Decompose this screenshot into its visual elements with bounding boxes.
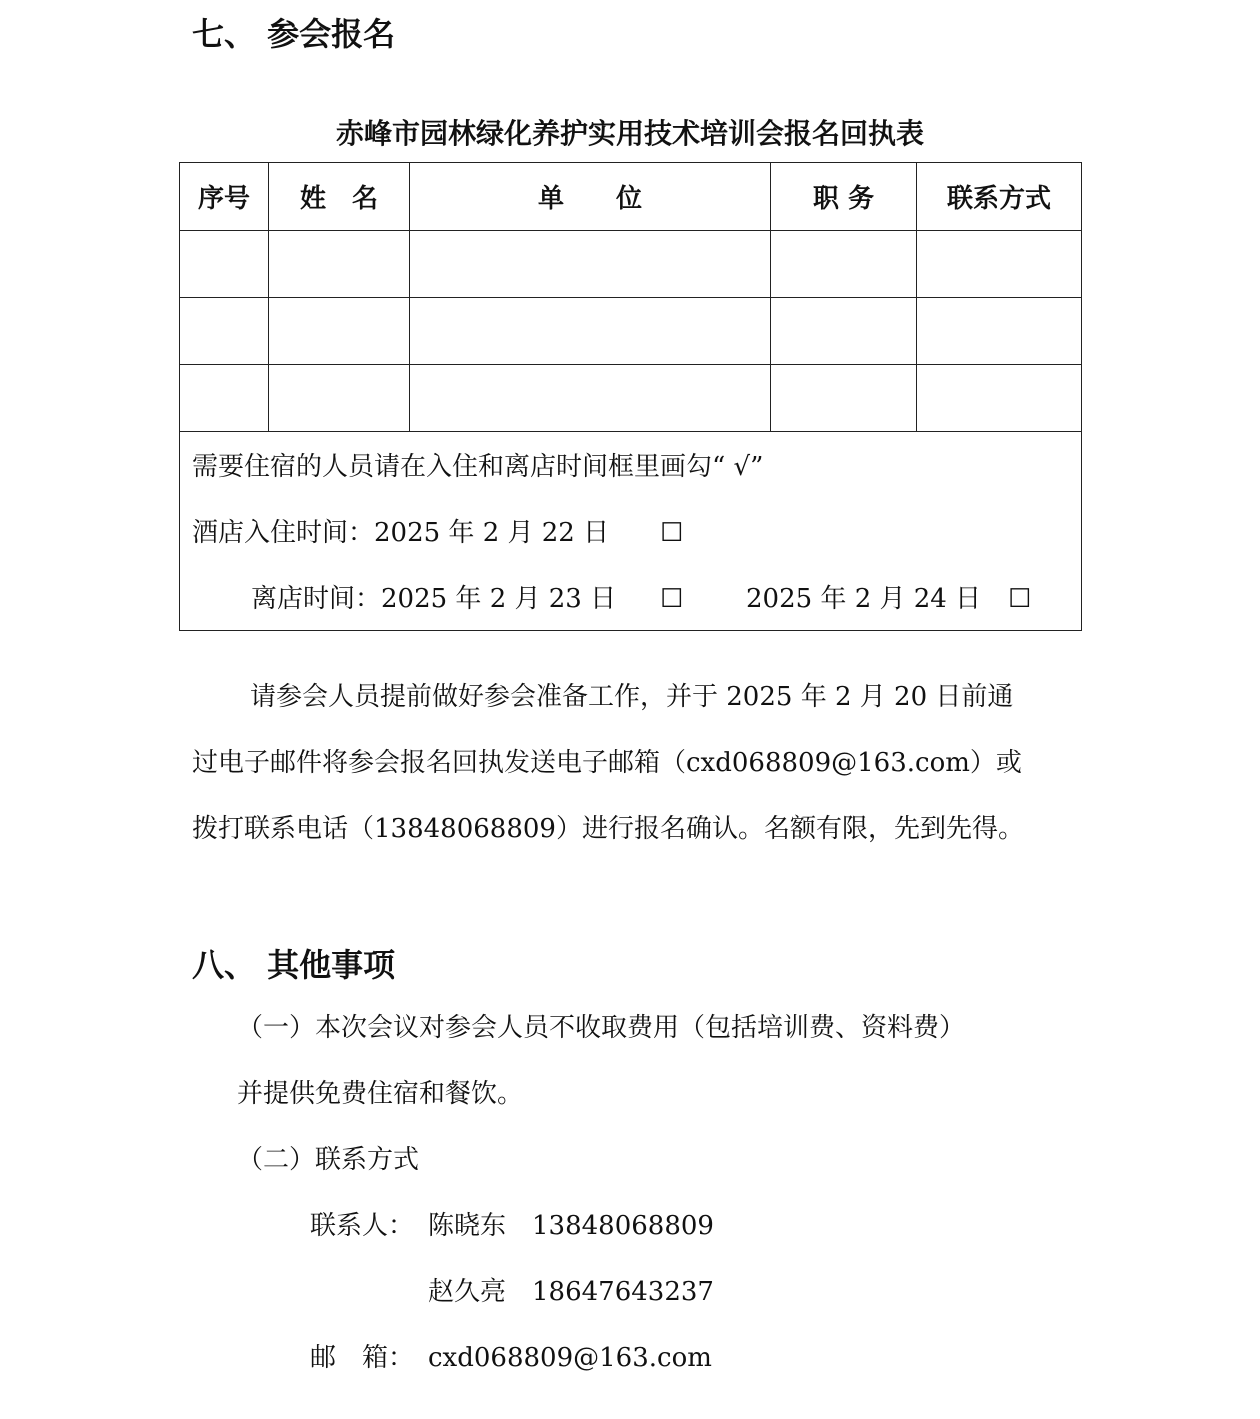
registration-table [179, 162, 1082, 631]
checkout-option-2-label: 2025 年 2 月 24 日 [746, 584, 982, 614]
table-cell[interactable] [917, 298, 1082, 365]
table-cell[interactable] [269, 231, 410, 298]
section-heading-8: 八、 其他事项 [192, 946, 396, 984]
table-cell[interactable] [917, 231, 1082, 298]
table-cell[interactable] [771, 231, 917, 298]
section-heading-7: 七、 参会报名 [192, 15, 396, 53]
column-header-index: 序号 [180, 163, 269, 231]
table-cell[interactable] [410, 365, 771, 432]
item2-title: （二）联系方式 [237, 1145, 420, 1175]
table-title: 赤峰市园林绿化养护实用技术培训会报名回执表 [335, 117, 924, 150]
contact-name-2: 赵久亮 [428, 1277, 507, 1307]
column-header-unit: 单 位 [410, 163, 771, 231]
notice-line-2: 过电子邮件将参会报名回执发送电子邮箱（cxd068809@163.com）或 [192, 748, 1022, 778]
table-cell[interactable] [771, 365, 917, 432]
table-cell[interactable] [917, 365, 1082, 432]
checkin-checkbox[interactable]: ☐ [660, 518, 684, 548]
contact-phone-1: 13848068809 [532, 1211, 714, 1241]
checkout-checkbox-1[interactable]: ☐ [660, 584, 684, 614]
table-row [180, 298, 1082, 365]
notice-line-1: 请参会人员提前做好参会准备工作，并于 2025 年 2 月 20 日前通 [250, 682, 1014, 712]
column-header-name: 姓 名 [269, 163, 410, 231]
email-label: 邮 箱： [310, 1343, 415, 1373]
contact-name-1: 陈晓东 [428, 1211, 507, 1241]
table-cell[interactable] [410, 231, 771, 298]
lodging-instruction: 需要住宿的人员请在入住和离店时间框里画勾“ √” [192, 452, 764, 482]
table-row [180, 365, 1082, 432]
table-cell[interactable] [771, 298, 917, 365]
table-row [180, 231, 1082, 298]
item1-line-2: 并提供免费住宿和餐饮。 [237, 1079, 524, 1109]
table-cell[interactable] [180, 298, 269, 365]
lodging-row [180, 432, 1082, 631]
checkin-label: 酒店入住时间：2025 年 2 月 22 日 [192, 518, 610, 548]
table-cell[interactable] [180, 231, 269, 298]
checkout-checkbox-2[interactable]: ☐ [1008, 584, 1032, 614]
contact-label: 联系人： [310, 1211, 415, 1241]
item1-line-1: （一）本次会议对参会人员不收取费用（包括培训费、资料费） [237, 1013, 966, 1043]
column-header-contact: 联系方式 [917, 163, 1082, 231]
notice-line-3: 拨打联系电话（13848068809）进行报名确认。名额有限，先到先得。 [192, 814, 1024, 844]
table-cell[interactable] [410, 298, 771, 365]
table-header-row [180, 163, 1082, 231]
contact-phone-2: 18647643237 [532, 1277, 714, 1307]
column-header-position: 职 务 [771, 163, 917, 231]
table-cell[interactable] [180, 365, 269, 432]
lodging-cell [180, 432, 1082, 631]
checkout-label: 离店时间：2025 年 2 月 23 日 [251, 584, 617, 614]
table-cell[interactable] [269, 365, 410, 432]
table-cell[interactable] [269, 298, 410, 365]
email-address[interactable]: cxd068809@163.com [428, 1343, 712, 1373]
